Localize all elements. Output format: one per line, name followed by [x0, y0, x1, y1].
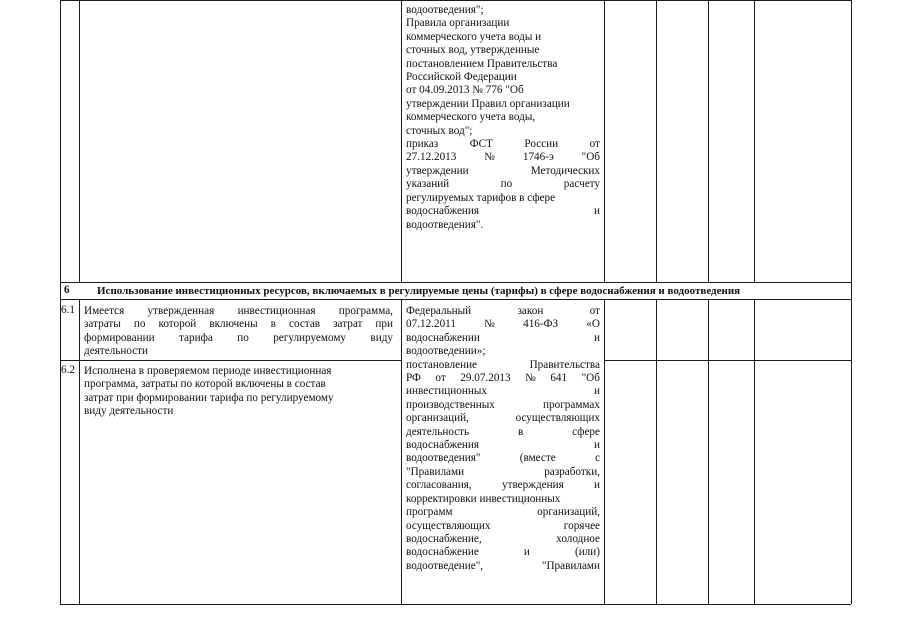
table-border-bottom	[60, 604, 851, 605]
word: 416-ФЗ	[523, 318, 559, 331]
legal-line: сточных вод, утвержденные	[406, 44, 540, 57]
legal-line	[406, 385, 600, 398]
word: затрат	[333, 318, 363, 331]
legal-line: постановлением Правительства	[406, 57, 558, 70]
legal-line	[406, 318, 600, 331]
legal-line: сточных вод";	[406, 124, 473, 137]
legal-line	[406, 219, 600, 232]
word: и	[594, 479, 600, 492]
col-line-requirement	[401, 0, 402, 283]
word: в	[270, 318, 276, 331]
requirement-line: программа, затраты по которой включены в состав	[84, 378, 326, 391]
word: которой	[158, 318, 197, 331]
word: инвестиционная	[237, 305, 316, 317]
legal-line	[406, 439, 600, 452]
section-row-top	[60, 282, 851, 283]
col-line-c	[754, 0, 755, 283]
word: (вместе	[519, 452, 556, 465]
word: водоснабжения	[406, 439, 480, 452]
requirement-line	[84, 332, 393, 345]
section-number: 6	[64, 284, 70, 296]
col-line-c-lower	[754, 299, 755, 604]
word: по	[133, 318, 146, 331]
legal-line	[406, 192, 600, 205]
word: Имеется	[84, 305, 125, 317]
word: водоотведении»;	[406, 345, 486, 358]
legal-line	[406, 520, 600, 533]
col-line-legal	[604, 0, 605, 283]
legal-line	[406, 178, 600, 191]
col-line-left-edge	[60, 0, 61, 604]
word: России	[524, 138, 559, 151]
word: программ	[406, 506, 453, 519]
word: холодное	[556, 532, 600, 545]
word: (или)	[574, 546, 600, 559]
word: ФСТ	[469, 138, 493, 151]
word: включены	[209, 318, 258, 331]
legal-line	[406, 533, 600, 546]
col-line-a-lower	[656, 299, 657, 604]
word: от	[589, 305, 600, 317]
col-line-legal-lower	[604, 299, 605, 604]
word: состав	[289, 318, 321, 331]
legal-line	[406, 138, 600, 151]
row-6-1-bottom-right	[604, 360, 851, 361]
word: и	[523, 546, 530, 559]
word: приказ	[406, 138, 439, 151]
word: корректировки инвестиционных	[406, 492, 561, 505]
legal-line	[406, 493, 600, 506]
word: 07.12.2011	[406, 318, 456, 331]
word: горячее	[563, 519, 600, 532]
legal-line	[406, 546, 600, 559]
row-6-2-number: 6.2	[61, 364, 75, 376]
legal-line: водоотведения";	[406, 4, 484, 16]
word: деятельность	[406, 425, 470, 438]
word: водоснабжение,	[406, 532, 482, 545]
legal-line	[406, 332, 600, 345]
word: «О	[586, 318, 600, 331]
word: по	[500, 178, 513, 191]
word: №	[484, 318, 495, 331]
word: 27.12.2013	[406, 151, 457, 164]
word: организаций,	[406, 412, 469, 425]
legal-line: коммерческого учета воды,	[406, 111, 536, 124]
word: утверждении	[406, 164, 469, 177]
word: водоснабжения	[406, 205, 480, 218]
legal-line	[406, 506, 600, 519]
requirement-line	[84, 345, 393, 358]
section-title: Использование инвестиционных ресурсов, включаемых в регулируемые цены (тарифы) в сфере водоснабжения и водоотведения	[97, 285, 741, 297]
word: утвержденная	[147, 305, 215, 317]
word: от	[589, 138, 600, 151]
section-row-bottom	[60, 299, 851, 300]
legal-line	[406, 452, 600, 465]
word: от	[435, 372, 446, 385]
word: программа,	[338, 305, 393, 317]
legal-line: утверждении Правил организации	[406, 97, 570, 110]
legal-line: Российской Федерации	[406, 71, 517, 84]
word: инвестиционных	[406, 385, 487, 398]
table-border-top	[60, 0, 851, 1]
word: Федеральный	[406, 305, 472, 317]
requirement-line: затрат при формировании тарифа по регулируемому	[84, 391, 334, 404]
word: указаний	[406, 178, 450, 191]
legal-line	[406, 305, 600, 318]
word: производственных	[406, 398, 495, 411]
word: расчету	[563, 178, 600, 191]
legal-basis-continuation	[406, 4, 600, 232]
legal-line	[406, 560, 600, 573]
word: разработки,	[544, 465, 600, 478]
requirement-line	[84, 318, 393, 331]
col-line-b	[708, 0, 709, 283]
word: водоснабжение	[406, 546, 479, 559]
col-line-requirement-lower	[401, 299, 402, 604]
col-line-b-lower	[708, 299, 709, 604]
row-6-2-requirement	[84, 365, 393, 419]
legal-line	[406, 426, 600, 439]
row-6-1-number: 6.1	[61, 304, 75, 316]
row-6-1-requirement	[84, 305, 393, 359]
word: и	[594, 331, 600, 344]
legal-line	[406, 399, 600, 412]
word: "Об	[581, 151, 600, 164]
col-line-num	[79, 0, 80, 283]
legal-line	[406, 479, 600, 492]
word: деятельности	[84, 345, 149, 358]
word: "Правилами	[406, 465, 465, 478]
word: "Об	[581, 372, 600, 385]
word: и	[594, 385, 600, 398]
word: осуществляющих	[515, 412, 600, 425]
word: формировании	[84, 331, 155, 344]
word: закон	[517, 305, 544, 317]
word: с	[595, 452, 600, 465]
word: регулируемому	[273, 331, 347, 344]
col-line-num-lower	[79, 299, 80, 604]
word: водоотведения"	[406, 452, 481, 465]
legal-line	[406, 372, 600, 385]
legal-line	[406, 165, 600, 178]
word: по	[237, 331, 249, 344]
word: организаций,	[537, 506, 600, 519]
word: №	[484, 151, 495, 164]
requirement-line	[84, 305, 393, 318]
word: "Правилами	[541, 559, 600, 572]
word: осуществляющих	[406, 519, 491, 532]
requirement-line: виду деятельности	[84, 405, 174, 418]
word: затраты	[84, 318, 121, 331]
word: 641	[550, 372, 568, 385]
col-line-a	[656, 0, 657, 283]
word: Методических	[530, 164, 600, 177]
legal-line	[406, 345, 600, 358]
legal-line	[406, 359, 600, 372]
word: программах	[543, 398, 600, 411]
legal-line	[406, 412, 600, 425]
word: водоотведения".	[406, 218, 484, 231]
word: согласования,	[406, 479, 472, 492]
legal-line: коммерческого учета воды и	[406, 30, 542, 43]
requirement-line: Исполнена в проверяемом периоде инвестиционная	[84, 365, 332, 377]
word: водоснабжении	[406, 331, 480, 344]
word: в	[517, 425, 524, 438]
word: тарифа	[179, 331, 213, 344]
word: виду	[370, 331, 393, 344]
word: РФ	[406, 372, 421, 385]
word: постановление	[406, 358, 478, 371]
legal-line	[406, 151, 600, 164]
word: 29.07.2013	[460, 372, 511, 385]
word: и	[594, 205, 600, 218]
legal-line: от 04.09.2013 № 776 "Об	[406, 84, 524, 97]
legal-basis-section-6	[406, 305, 600, 573]
row-6-1-bottom-left	[60, 360, 401, 361]
word: Правительства	[529, 358, 600, 371]
legal-line	[406, 205, 600, 218]
legal-line: Правила организации	[406, 17, 510, 30]
word: №	[525, 372, 536, 385]
legal-line	[406, 466, 600, 479]
word: водоотведение",	[406, 559, 484, 572]
word: 1746-э	[522, 151, 554, 164]
word: сфере	[572, 425, 600, 438]
word: и	[594, 439, 600, 452]
word: регулируемых тарифов в сфере	[406, 191, 556, 204]
word: при	[375, 318, 393, 331]
col-line-right-edge	[851, 0, 852, 604]
word: утверждения	[501, 479, 564, 492]
